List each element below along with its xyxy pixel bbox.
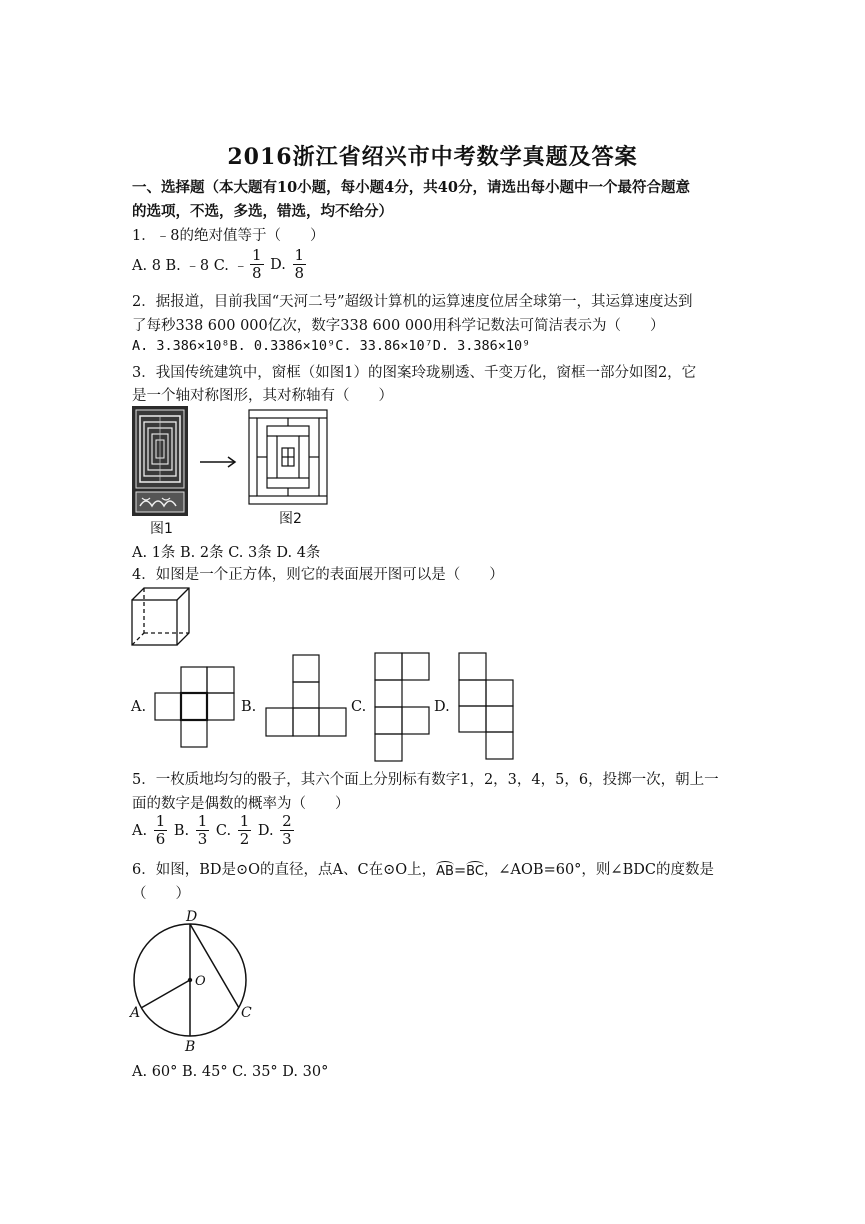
page-title: 2016浙江省绍兴市中考数学真题及答案 [227,144,638,170]
numerator: 1 [197,812,208,830]
point-o-label: O [195,974,206,989]
q1-option-d-label: D. [265,256,291,273]
q6-stem-part2: ，∠AOB=60°，则∠BDC的度数是 [483,862,714,878]
q4-option-d-net [458,652,514,760]
q4-option-d-label: D. [434,699,450,715]
numerator: 1 [239,812,250,830]
q4-stem: 4．如图是一个正方体，则它的表面展开图可以是（ ） [132,567,504,583]
q6-circle-figure [128,908,258,1056]
point-c-label: C [241,1005,252,1021]
q3-options: A. 1条 B. 2条 C. 3条 D. 4条 [132,545,321,561]
point-a-label: A [130,1005,141,1021]
point-d-label: D [186,909,198,925]
q5-options [132,814,296,847]
q6-arc-equals: = [453,863,467,879]
q1-options [132,248,308,281]
q3-figure2-window-diagram [248,409,328,505]
q6-options: A. 60° B. 45° C. 35° D. 30° [132,1064,329,1080]
q4-option-c-label: C. [351,699,367,715]
q4-cube-figure [131,587,191,647]
q3-stem-line2: 是一个轴对称图形，其对称轴有（ ） [132,388,393,404]
q5-option-c-label: C. [211,822,236,839]
q4-option-b-label: B. [241,699,257,715]
q5-option-a-label: A. [132,822,152,839]
q2-options: A. 3.386×10⁸B. 0.3386×10⁹C. 33.86×10⁷D. 3.386×10⁹ [132,338,531,354]
numerator: 1 [155,812,166,830]
q3-stem-line1: 3．我国传统建筑中，窗框（如图1）的图案玲珑剔透、千变万化，窗框一部分如图2，它 [132,365,697,381]
numerator: 1 [252,246,262,264]
q5-option-b-label: B. [169,822,194,839]
q5-stem-line1: 5．一枚质地均匀的骰子，其六个面上分别标有数字1，2，3，4，5，6，投掷一次，朝上一 [132,772,719,788]
section-heading-line1: 一、选择题（本大题有10小题，每小题4分，共40分，请选出每小题中一个最符合题意 [132,179,690,196]
q5-option-d-fraction [280,814,294,847]
q6-arc-bc: BC [466,861,484,879]
section-heading-line2: 的选项，不选，多选，错选，均不给分） [132,203,393,220]
denominator: 8 [252,264,262,282]
numerator: 1 [294,246,305,264]
q5-option-a-fraction [154,814,168,847]
q4-option-c-net [374,652,430,762]
q4-option-b-net [265,654,347,737]
q1-option-ab: A. 8 B. ﹣8 C. [132,258,234,274]
denominator: 6 [155,830,166,848]
q3-figure1-caption: 图1 [150,521,173,537]
q4-option-a-label: A. [131,699,147,715]
q2-stem-line1: 2．据报道，目前我国“天河二号”超级计算机的运算速度位居全球第一，其运算速度达到 [132,294,693,310]
q5-option-b-fraction [196,814,210,847]
denominator: 3 [282,830,292,848]
q5-option-c-fraction [238,814,252,847]
q6-arc-ab: AB [436,861,454,879]
q6-stem-part1: 6．如图，BD是⊙O的直径，点A、C在⊙O上， [132,862,437,878]
q5-stem-line2: 面的数字是偶数的概率为（ ） [132,796,350,812]
q6-stem-line2: （ ） [132,886,190,902]
numerator: 2 [282,812,292,830]
q6-stem-line1 [132,858,714,879]
q2-stem-line2: 了每秒338 600 000亿次，数字338 600 000用科学记数法可简洁表示为（ ） [132,318,665,334]
q1-option-d-fraction [293,248,307,281]
arrow-icon [200,455,240,469]
point-b-label: B [185,1039,196,1055]
q4-option-a-net [154,666,236,748]
q1-stem: 1．﹣8的绝对值等于（ ） [132,228,325,244]
q1-option-c-fraction [250,248,264,281]
denominator: 8 [294,264,305,282]
q3-figure1-window-photo [132,406,188,516]
q3-figure2-caption: 图2 [279,511,302,527]
q1-option-c-sign: ﹣ [233,258,249,274]
denominator: 2 [239,830,250,848]
denominator: 3 [197,830,208,848]
q5-option-d-label: D. [253,822,279,839]
